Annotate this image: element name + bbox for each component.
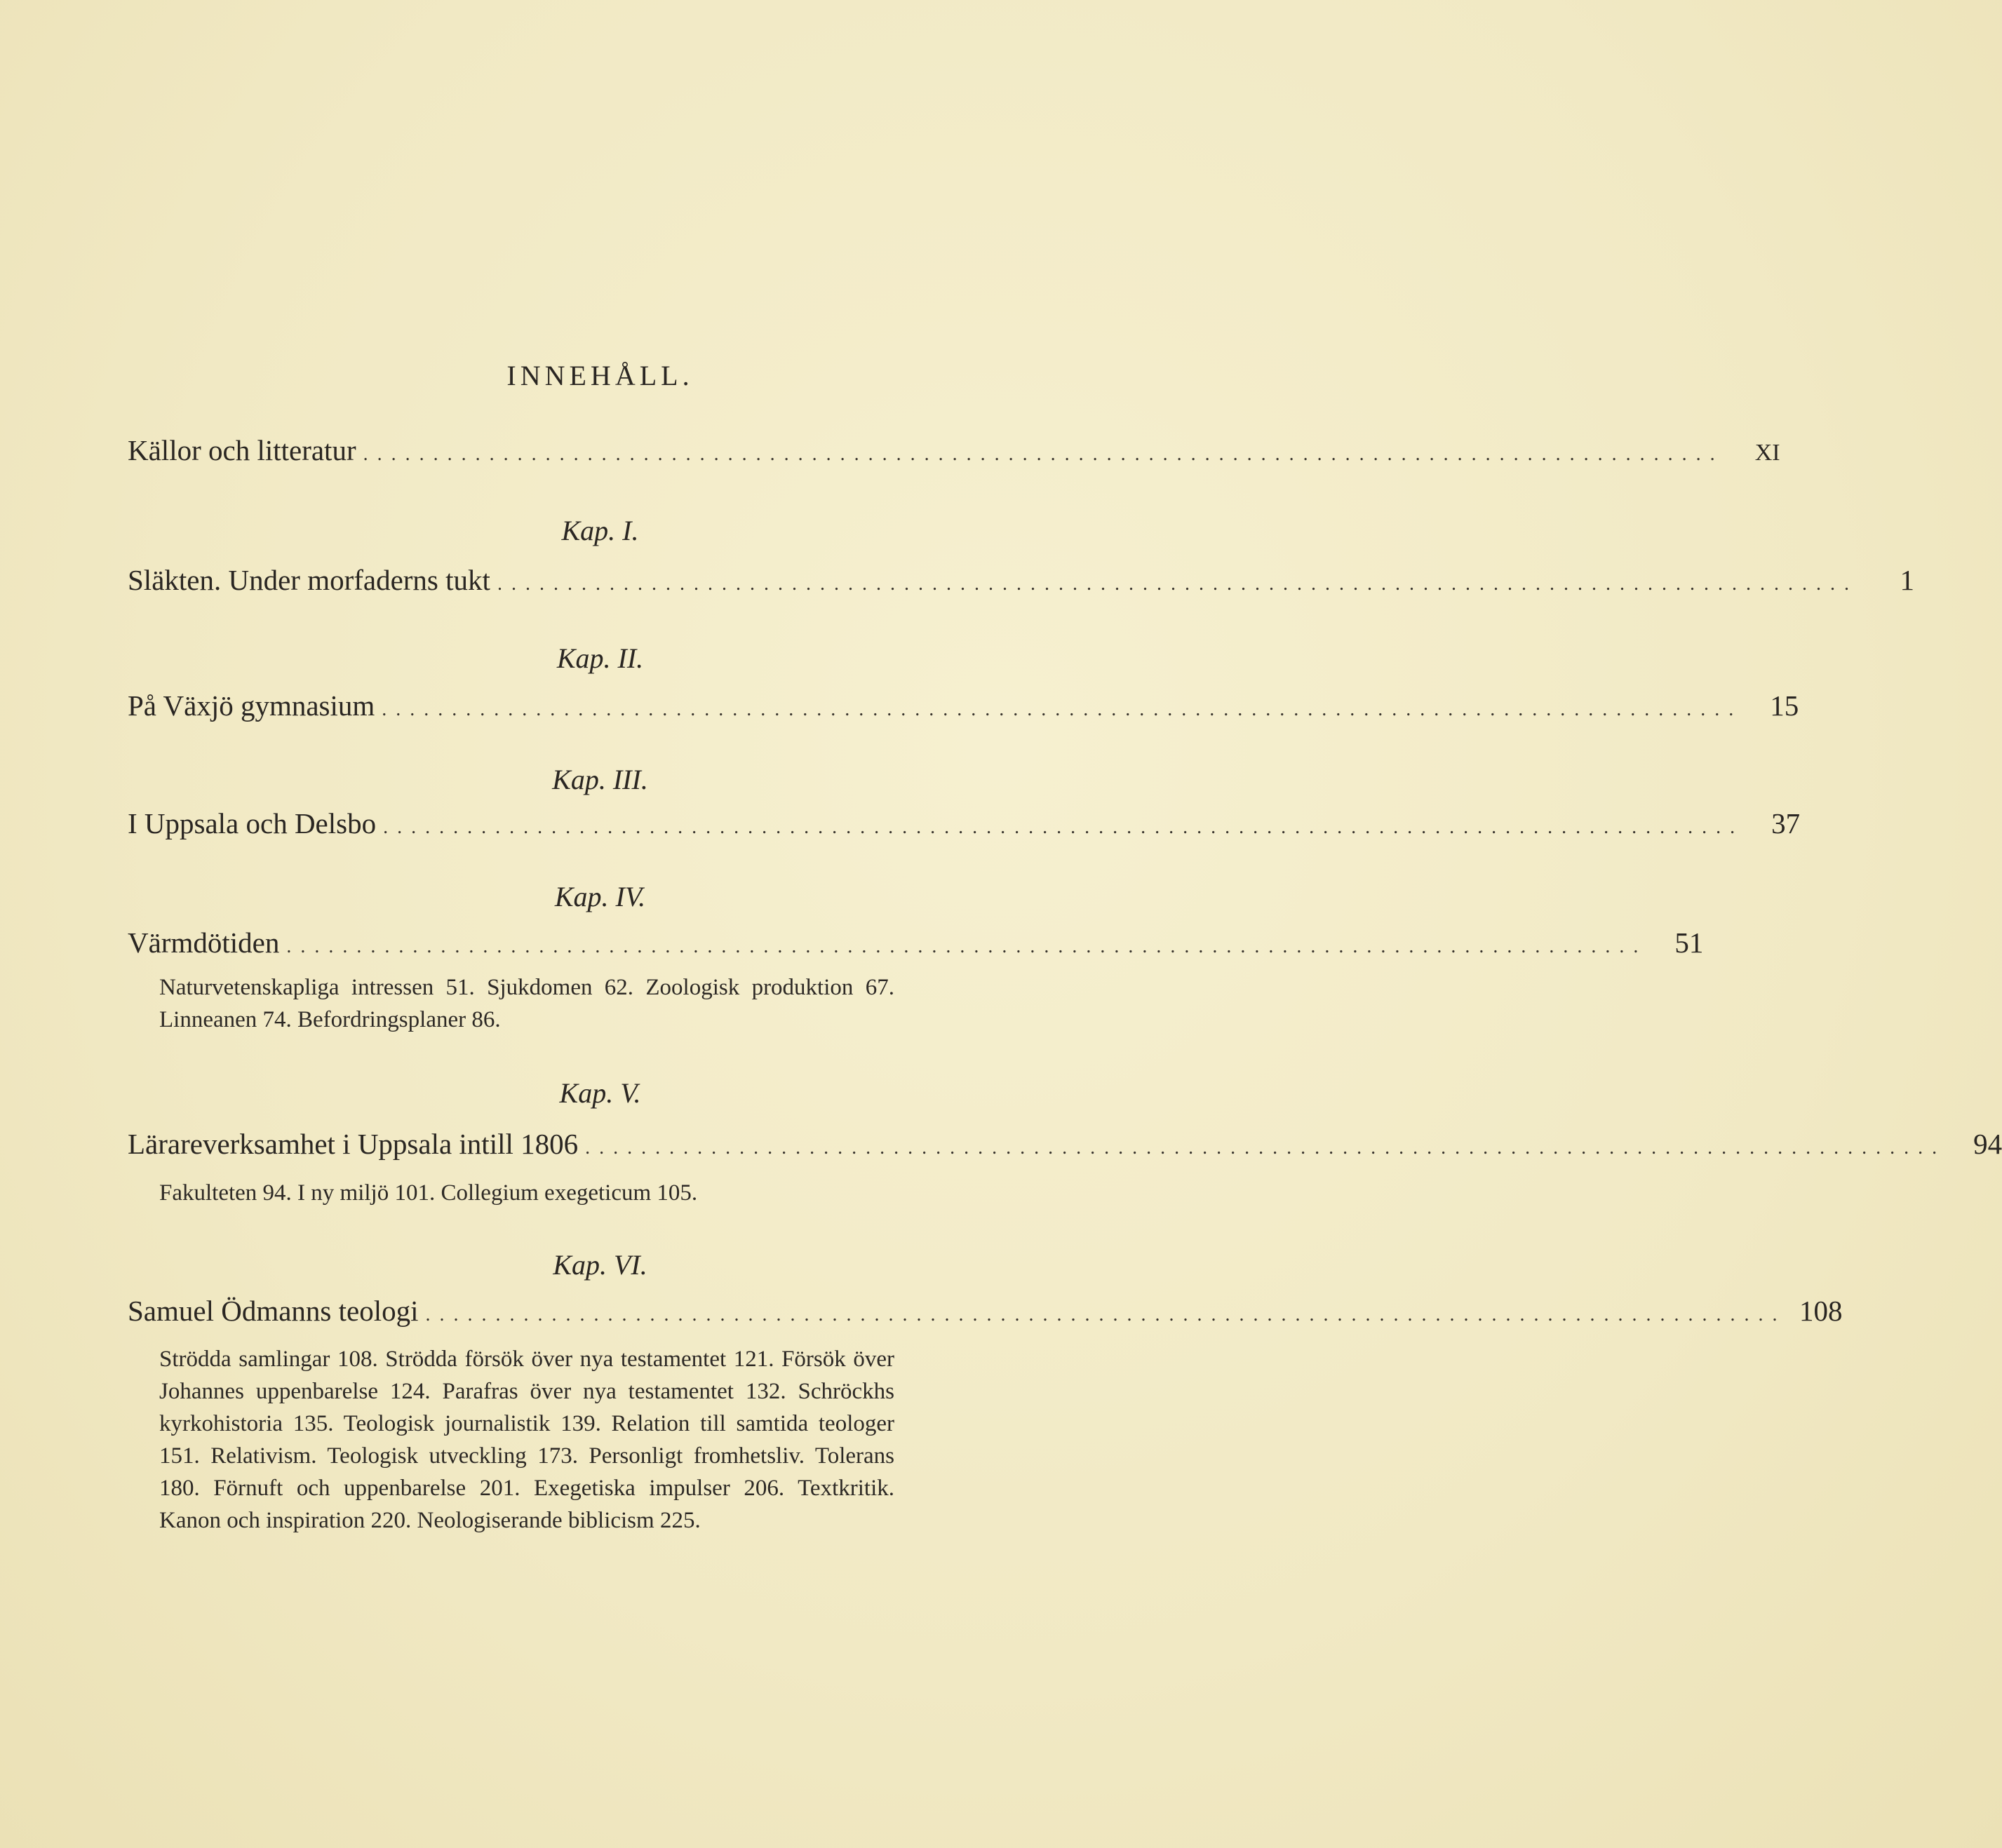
toc-entry-page: 1 — [1900, 564, 1914, 596]
toc-entry-label: Lärareverksamhet i Uppsala intill 1806 — [128, 1128, 579, 1160]
chapter-heading: Kap. IV. — [554, 881, 646, 912]
leader-dots: . . . . . . . . . . . . . . . . . . . . . . . . . . . . . . . . . . . . . . . . . . . . . . . . . . . . . . . . . . . . . . . . . . . . . . . . . . . . . . . . . . . . . . . . . . . . . . . . . — [585, 1137, 1940, 1159]
toc-entry-label: Källor och litteratur — [128, 434, 356, 466]
toc-entry-chapter-5 — [128, 1127, 2002, 1161]
chapter-summary: Fakulteten 94. I ny miljö 101. Collegium exegeticum 105. — [159, 1180, 698, 1206]
leader-dots: . . . . . . . . . . . . . . . . . . . . . . . . . . . . . . . . . . . . . . . . . . . . . . . . . . . . . . . . . . . . . . . . . . . . . . . . . . . . . . . . . . . . . . . . . . . . . . . . . — [286, 936, 1641, 957]
chapter-summary: Strödda samlingar 108. Strödda försök över nya testamentet 121. Försök över Johannes uppenbarelse 124. Parafras över nya testamentet 132. Schröckhs kyrkohistoria 135. Teologisk journalistik 139. Relation till samtida teologer 151. Relativism. Teologisk utveckling 173. Personligt fromhetsliv. Tolerans 180. Förnuft och uppenbarelse 201. Exegetiska impulser 206. Textkritik. Kanon och inspiration 220. Neologiserande biblicism 225. — [159, 1347, 894, 1533]
chapter-heading: Kap. I. — [561, 515, 639, 546]
chapter-heading: Kap. VI. — [553, 1249, 647, 1281]
toc-entry-chapter-1 — [128, 563, 1914, 597]
toc-entry-chapter-6 — [128, 1294, 1843, 1328]
chapter-heading: Kap. III. — [552, 764, 648, 795]
toc-entry-chapter-2 — [128, 689, 1799, 722]
toc-entry-page: 94 — [1973, 1128, 2002, 1160]
leader-dots: . . . . . . . . . . . . . . . . . . . . . . . . . . . . . . . . . . . . . . . . . . . . . . . . . . . . . . . . . . . . . . . . . . . . . . . . . . . . . . . . . . . . . . . . . . . . . . . . . — [363, 443, 1717, 465]
leader-dots: . . . . . . . . . . . . . . . . . . . . . . . . . . . . . . . . . . . . . . . . . . . . . . . . . . . . . . . . . . . . . . . . . . . . . . . . . . . . . . . . . . . . . . . . . . . . . . . . . — [382, 699, 1736, 720]
chapter-heading: Kap. II. — [556, 642, 644, 674]
leader-dots: . . . . . . . . . . . . . . . . . . . . . . . . . . . . . . . . . . . . . . . . . . . . . . . . . . . . . . . . . . . . . . . . . . . . . . . . . . . . . . . . . . . . . . . . . . . . . . . . . — [383, 816, 1738, 838]
toc-entry-page: 108 — [1799, 1295, 1843, 1327]
toc-entry-label: Värmdötiden — [128, 926, 280, 959]
toc-entry-sources — [128, 433, 1780, 467]
chapter-summary: Naturvetenskapliga intressen 51. Sjukdomen 62. Zoologisk produktion 67. Linneanen 74. Befordringsplaner 86. — [159, 975, 894, 1032]
toc-entry-page: 37 — [1771, 807, 1801, 839]
toc-entry-label: I Uppsala och Delsbo — [128, 807, 377, 839]
toc-entry-label: På Växjö gymnasium — [128, 689, 375, 722]
toc-entry-chapter-4 — [128, 926, 1704, 959]
chapter-heading: Kap. V. — [559, 1077, 641, 1109]
leader-dots: . . . . . . . . . . . . . . . . . . . . . . . . . . . . . . . . . . . . . . . . . . . . . . . . . . . . . . . . . . . . . . . . . . . . . . . . . . . . . . . . . . . . . . . . . . . . . . . . . — [425, 1304, 1780, 1326]
toc-entry-label: Släkten. Under morfaderns tukt — [128, 564, 490, 596]
toc-entry-page: 51 — [1674, 926, 1704, 959]
toc-entry-label: Samuel Ödmanns teologi — [128, 1295, 419, 1327]
leader-dots: . . . . . . . . . . . . . . . . . . . . . . . . . . . . . . . . . . . . . . . . . . . . . . . . . . . . . . . . . . . . . . . . . . . . . . . . . . . . . . . . . . . . . . . . . . . . . . . . . — [497, 573, 1851, 595]
page-title: INNEHÅLL. — [506, 360, 694, 391]
toc-entry-page: 15 — [1770, 689, 1799, 722]
toc-entry-page: XI — [1754, 440, 1780, 466]
toc-entry-chapter-3 — [128, 807, 1801, 840]
